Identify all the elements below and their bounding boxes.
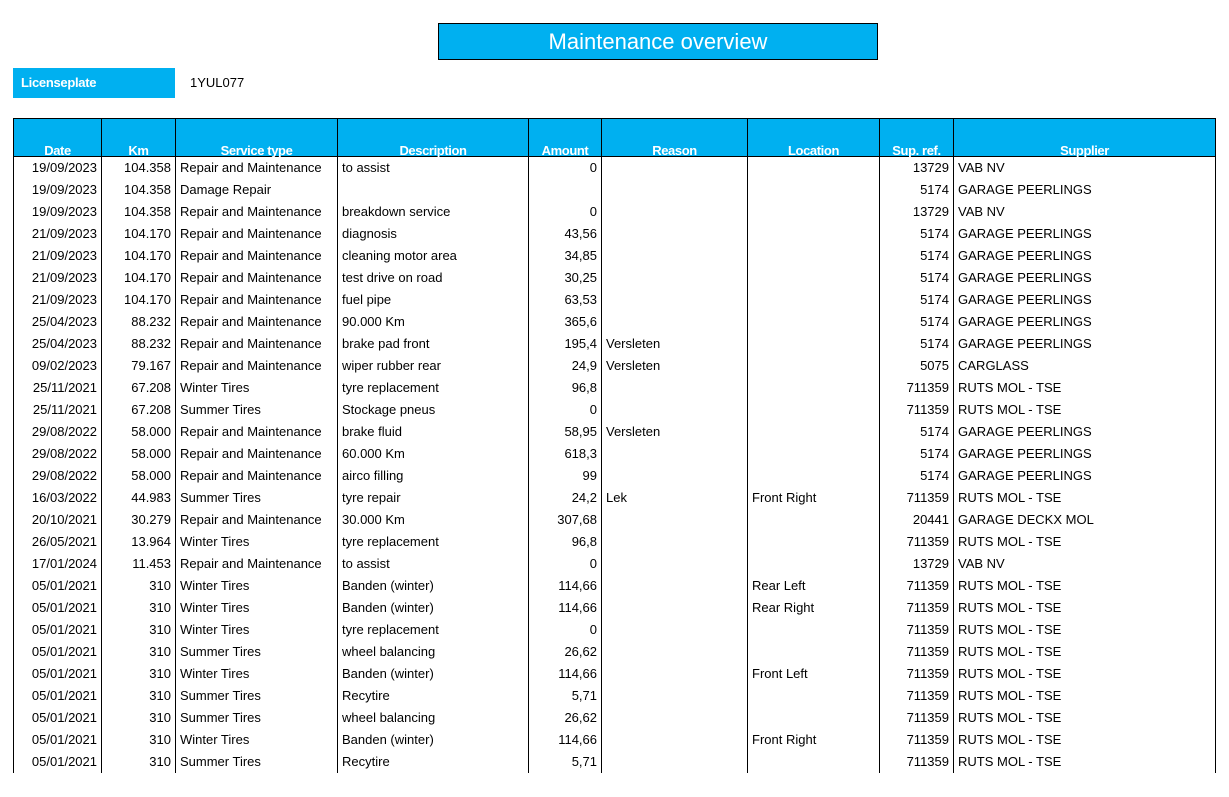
sup-ref-cell: 5174 <box>880 289 954 311</box>
service-type-cell: Repair and Maintenance <box>176 509 338 531</box>
service-type-cell: Summer Tires <box>176 641 338 663</box>
location-cell <box>748 355 880 377</box>
km-cell: 310 <box>102 729 176 751</box>
location-cell <box>748 443 880 465</box>
date-cell: 21/09/2023 <box>14 245 102 267</box>
date-cell: 21/09/2023 <box>14 267 102 289</box>
km-cell: 11.453 <box>102 553 176 575</box>
date-cell: 29/08/2022 <box>14 465 102 487</box>
column-header-supplier: Supplier <box>954 119 1216 157</box>
table-row <box>14 685 1216 707</box>
km-cell: 79.167 <box>102 355 176 377</box>
supplier-cell: RUTS MOL - TSE <box>954 619 1216 641</box>
location-cell <box>748 465 880 487</box>
supplier-cell: RUTS MOL - TSE <box>954 597 1216 619</box>
service-type-cell: Repair and Maintenance <box>176 157 338 180</box>
km-cell: 58.000 <box>102 443 176 465</box>
sup-ref-cell: 711359 <box>880 399 954 421</box>
table-row <box>14 553 1216 575</box>
table-row <box>14 289 1216 311</box>
description-cell: Banden (winter) <box>338 663 529 685</box>
amount-cell: 307,68 <box>529 509 602 531</box>
supplier-cell: VAB NV <box>954 553 1216 575</box>
sup-ref-cell: 711359 <box>880 729 954 751</box>
amount-cell: 63,53 <box>529 289 602 311</box>
amount-cell: 114,66 <box>529 575 602 597</box>
description-cell: tyre replacement <box>338 531 529 553</box>
table-row <box>14 509 1216 531</box>
table-row <box>14 751 1216 773</box>
location-cell <box>748 421 880 443</box>
reason-cell <box>602 641 748 663</box>
date-cell: 05/01/2021 <box>14 641 102 663</box>
table-row <box>14 201 1216 223</box>
amount-cell: 5,71 <box>529 685 602 707</box>
service-type-cell: Repair and Maintenance <box>176 443 338 465</box>
location-cell <box>748 685 880 707</box>
description-cell: Stockage pneus <box>338 399 529 421</box>
service-type-cell: Damage Repair <box>176 179 338 201</box>
date-cell: 16/03/2022 <box>14 487 102 509</box>
reason-cell <box>602 289 748 311</box>
description-cell: Banden (winter) <box>338 575 529 597</box>
date-cell: 05/01/2021 <box>14 729 102 751</box>
table-row <box>14 377 1216 399</box>
column-header-sup-ref: Sup. ref. <box>880 119 954 157</box>
service-type-cell: Winter Tires <box>176 377 338 399</box>
date-cell: 20/10/2021 <box>14 509 102 531</box>
km-cell: 30.279 <box>102 509 176 531</box>
column-header-km: Km <box>102 119 176 157</box>
supplier-cell: RUTS MOL - TSE <box>954 707 1216 729</box>
sup-ref-cell: 5174 <box>880 465 954 487</box>
page-title: Maintenance overview <box>438 23 878 60</box>
service-type-cell: Repair and Maintenance <box>176 311 338 333</box>
reason-cell <box>602 685 748 707</box>
date-cell: 26/05/2021 <box>14 531 102 553</box>
table-row <box>14 707 1216 729</box>
description-cell: test drive on road <box>338 267 529 289</box>
location-cell: Rear Right <box>748 597 880 619</box>
supplier-cell: GARAGE PEERLINGS <box>954 333 1216 355</box>
service-type-cell: Winter Tires <box>176 729 338 751</box>
reason-cell <box>602 245 748 267</box>
table-row <box>14 179 1216 201</box>
service-type-cell: Winter Tires <box>176 597 338 619</box>
license-plate-label: Licenseplate <box>13 68 175 98</box>
sup-ref-cell: 5174 <box>880 245 954 267</box>
sup-ref-cell: 711359 <box>880 685 954 707</box>
supplier-cell: GARAGE PEERLINGS <box>954 421 1216 443</box>
description-cell: tyre replacement <box>338 619 529 641</box>
description-cell: wiper rubber rear <box>338 355 529 377</box>
sup-ref-cell: 13729 <box>880 157 954 180</box>
reason-cell <box>602 597 748 619</box>
location-cell: Rear Left <box>748 575 880 597</box>
service-type-cell: Summer Tires <box>176 707 338 729</box>
reason-cell: Versleten <box>602 355 748 377</box>
supplier-cell: RUTS MOL - TSE <box>954 641 1216 663</box>
supplier-cell: RUTS MOL - TSE <box>954 575 1216 597</box>
location-cell <box>748 245 880 267</box>
amount-cell: 0 <box>529 553 602 575</box>
table-row <box>14 465 1216 487</box>
amount-cell <box>529 179 602 201</box>
reason-cell <box>602 443 748 465</box>
service-type-cell: Repair and Maintenance <box>176 245 338 267</box>
service-type-cell: Repair and Maintenance <box>176 201 338 223</box>
amount-cell: 114,66 <box>529 663 602 685</box>
date-cell: 05/01/2021 <box>14 707 102 729</box>
location-cell <box>748 311 880 333</box>
table-row <box>14 311 1216 333</box>
description-cell: breakdown service <box>338 201 529 223</box>
date-cell: 05/01/2021 <box>14 575 102 597</box>
km-cell: 310 <box>102 619 176 641</box>
amount-cell: 96,8 <box>529 531 602 553</box>
column-header-date: Date <box>14 119 102 157</box>
date-cell: 19/09/2023 <box>14 157 102 180</box>
table-row <box>14 663 1216 685</box>
sup-ref-cell: 5075 <box>880 355 954 377</box>
date-cell: 29/08/2022 <box>14 443 102 465</box>
sup-ref-cell: 711359 <box>880 619 954 641</box>
supplier-cell: GARAGE PEERLINGS <box>954 223 1216 245</box>
km-cell: 67.208 <box>102 377 176 399</box>
description-cell: cleaning motor area <box>338 245 529 267</box>
supplier-cell: GARAGE PEERLINGS <box>954 289 1216 311</box>
reason-cell <box>602 553 748 575</box>
reason-cell <box>602 377 748 399</box>
location-cell <box>748 201 880 223</box>
reason-cell <box>602 201 748 223</box>
date-cell: 25/11/2021 <box>14 399 102 421</box>
sup-ref-cell: 5174 <box>880 443 954 465</box>
location-cell <box>748 179 880 201</box>
service-type-cell: Summer Tires <box>176 487 338 509</box>
amount-cell: 0 <box>529 201 602 223</box>
service-type-cell: Repair and Maintenance <box>176 289 338 311</box>
service-type-cell: Winter Tires <box>176 531 338 553</box>
amount-cell: 43,56 <box>529 223 602 245</box>
table-row <box>14 421 1216 443</box>
service-type-cell: Repair and Maintenance <box>176 553 338 575</box>
date-cell: 17/01/2024 <box>14 553 102 575</box>
date-cell: 05/01/2021 <box>14 685 102 707</box>
sup-ref-cell: 711359 <box>880 487 954 509</box>
reason-cell <box>602 465 748 487</box>
location-cell: Front Right <box>748 487 880 509</box>
sup-ref-cell: 711359 <box>880 663 954 685</box>
reason-cell <box>602 663 748 685</box>
amount-cell: 24,9 <box>529 355 602 377</box>
supplier-cell: RUTS MOL - TSE <box>954 685 1216 707</box>
supplier-cell: GARAGE PEERLINGS <box>954 267 1216 289</box>
table-row <box>14 399 1216 421</box>
table-row <box>14 597 1216 619</box>
location-cell: Front Right <box>748 729 880 751</box>
reason-cell: Versleten <box>602 333 748 355</box>
service-type-cell: Repair and Maintenance <box>176 421 338 443</box>
amount-cell: 114,66 <box>529 597 602 619</box>
date-cell: 29/08/2022 <box>14 421 102 443</box>
description-cell: tyre replacement <box>338 377 529 399</box>
amount-cell: 96,8 <box>529 377 602 399</box>
sup-ref-cell: 5174 <box>880 421 954 443</box>
supplier-cell: RUTS MOL - TSE <box>954 487 1216 509</box>
license-plate-value: 1YUL077 <box>190 75 245 90</box>
supplier-cell: CARGLASS <box>954 355 1216 377</box>
supplier-cell: RUTS MOL - TSE <box>954 663 1216 685</box>
date-cell: 05/01/2021 <box>14 663 102 685</box>
date-cell: 19/09/2023 <box>14 201 102 223</box>
service-type-cell: Winter Tires <box>176 619 338 641</box>
amount-cell: 34,85 <box>529 245 602 267</box>
reason-cell <box>602 311 748 333</box>
description-cell: Banden (winter) <box>338 597 529 619</box>
date-cell: 21/09/2023 <box>14 289 102 311</box>
amount-cell: 0 <box>529 399 602 421</box>
description-cell: 90.000 Km <box>338 311 529 333</box>
date-cell: 09/02/2023 <box>14 355 102 377</box>
column-header-amount: Amount <box>529 119 602 157</box>
km-cell: 104.358 <box>102 179 176 201</box>
amount-cell: 618,3 <box>529 443 602 465</box>
service-type-cell: Repair and Maintenance <box>176 333 338 355</box>
table-row <box>14 245 1216 267</box>
supplier-cell: GARAGE PEERLINGS <box>954 245 1216 267</box>
description-cell: Recytire <box>338 751 529 773</box>
description-cell: airco filling <box>338 465 529 487</box>
amount-cell: 58,95 <box>529 421 602 443</box>
km-cell: 104.170 <box>102 223 176 245</box>
sup-ref-cell: 20441 <box>880 509 954 531</box>
date-cell: 05/01/2021 <box>14 597 102 619</box>
reason-cell <box>602 619 748 641</box>
km-cell: 13.964 <box>102 531 176 553</box>
location-cell <box>748 641 880 663</box>
supplier-cell: GARAGE PEERLINGS <box>954 465 1216 487</box>
amount-cell: 0 <box>529 619 602 641</box>
sup-ref-cell: 5174 <box>880 179 954 201</box>
column-header-location: Location <box>748 119 880 157</box>
reason-cell <box>602 751 748 773</box>
supplier-cell: RUTS MOL - TSE <box>954 729 1216 751</box>
supplier-cell: RUTS MOL - TSE <box>954 377 1216 399</box>
km-cell: 104.358 <box>102 201 176 223</box>
km-cell: 104.170 <box>102 245 176 267</box>
sup-ref-cell: 13729 <box>880 553 954 575</box>
service-type-cell: Winter Tires <box>176 663 338 685</box>
sup-ref-cell: 5174 <box>880 223 954 245</box>
table-row <box>14 729 1216 751</box>
sup-ref-cell: 711359 <box>880 377 954 399</box>
service-type-cell: Winter Tires <box>176 575 338 597</box>
description-cell: diagnosis <box>338 223 529 245</box>
km-cell: 67.208 <box>102 399 176 421</box>
service-type-cell: Repair and Maintenance <box>176 223 338 245</box>
supplier-cell: GARAGE PEERLINGS <box>954 311 1216 333</box>
description-cell: to assist <box>338 553 529 575</box>
km-cell: 310 <box>102 597 176 619</box>
km-cell: 88.232 <box>102 333 176 355</box>
sup-ref-cell: 711359 <box>880 641 954 663</box>
table-row <box>14 575 1216 597</box>
date-cell: 21/09/2023 <box>14 223 102 245</box>
service-type-cell: Summer Tires <box>176 751 338 773</box>
table-header-row <box>14 119 1216 157</box>
sup-ref-cell: 5174 <box>880 267 954 289</box>
sup-ref-cell: 711359 <box>880 751 954 773</box>
supplier-cell: RUTS MOL - TSE <box>954 751 1216 773</box>
location-cell <box>748 399 880 421</box>
km-cell: 44.983 <box>102 487 176 509</box>
location-cell <box>748 267 880 289</box>
location-cell <box>748 157 880 180</box>
table-row <box>14 355 1216 377</box>
amount-cell: 0 <box>529 157 602 180</box>
table-row <box>14 157 1216 180</box>
description-cell: brake pad front <box>338 333 529 355</box>
location-cell <box>748 553 880 575</box>
location-cell <box>748 223 880 245</box>
amount-cell: 114,66 <box>529 729 602 751</box>
reason-cell: Versleten <box>602 421 748 443</box>
location-cell <box>748 289 880 311</box>
sup-ref-cell: 13729 <box>880 201 954 223</box>
amount-cell: 99 <box>529 465 602 487</box>
table-row <box>14 619 1216 641</box>
description-cell: 30.000 Km <box>338 509 529 531</box>
date-cell: 05/01/2021 <box>14 619 102 641</box>
sup-ref-cell: 711359 <box>880 531 954 553</box>
sup-ref-cell: 711359 <box>880 575 954 597</box>
table-row <box>14 223 1216 245</box>
supplier-cell: RUTS MOL - TSE <box>954 531 1216 553</box>
table-body <box>14 157 1216 774</box>
amount-cell: 30,25 <box>529 267 602 289</box>
description-cell: 60.000 Km <box>338 443 529 465</box>
table-row <box>14 641 1216 663</box>
location-cell <box>748 751 880 773</box>
table-row <box>14 531 1216 553</box>
description-cell: wheel balancing <box>338 641 529 663</box>
reason-cell <box>602 509 748 531</box>
km-cell: 58.000 <box>102 421 176 443</box>
reason-cell <box>602 267 748 289</box>
amount-cell: 24,2 <box>529 487 602 509</box>
reason-cell: Lek <box>602 487 748 509</box>
reason-cell <box>602 157 748 180</box>
location-cell <box>748 377 880 399</box>
description-cell: tyre repair <box>338 487 529 509</box>
service-type-cell: Repair and Maintenance <box>176 267 338 289</box>
km-cell: 310 <box>102 575 176 597</box>
maintenance-table <box>13 118 1216 773</box>
service-type-cell: Repair and Maintenance <box>176 355 338 377</box>
table-row <box>14 333 1216 355</box>
km-cell: 58.000 <box>102 465 176 487</box>
service-type-cell: Summer Tires <box>176 685 338 707</box>
km-cell: 310 <box>102 685 176 707</box>
km-cell: 310 <box>102 641 176 663</box>
location-cell <box>748 333 880 355</box>
table-row <box>14 267 1216 289</box>
km-cell: 88.232 <box>102 311 176 333</box>
reason-cell <box>602 707 748 729</box>
reason-cell <box>602 531 748 553</box>
location-cell: Front Left <box>748 663 880 685</box>
description-cell: wheel balancing <box>338 707 529 729</box>
date-cell: 25/04/2023 <box>14 311 102 333</box>
supplier-cell: GARAGE DECKX MOL <box>954 509 1216 531</box>
amount-cell: 5,71 <box>529 751 602 773</box>
km-cell: 104.170 <box>102 289 176 311</box>
table-row <box>14 443 1216 465</box>
km-cell: 104.358 <box>102 157 176 180</box>
description-cell: fuel pipe <box>338 289 529 311</box>
table-row <box>14 487 1216 509</box>
location-cell <box>748 707 880 729</box>
column-header-service-type: Service type <box>176 119 338 157</box>
reason-cell <box>602 179 748 201</box>
supplier-cell: GARAGE PEERLINGS <box>954 179 1216 201</box>
sup-ref-cell: 5174 <box>880 333 954 355</box>
location-cell <box>748 531 880 553</box>
amount-cell: 195,4 <box>529 333 602 355</box>
supplier-cell: RUTS MOL - TSE <box>954 399 1216 421</box>
date-cell: 19/09/2023 <box>14 179 102 201</box>
sup-ref-cell: 711359 <box>880 707 954 729</box>
date-cell: 25/11/2021 <box>14 377 102 399</box>
description-cell: to assist <box>338 157 529 180</box>
service-type-cell: Repair and Maintenance <box>176 465 338 487</box>
column-header-description: Description <box>338 119 529 157</box>
reason-cell <box>602 223 748 245</box>
supplier-cell: VAB NV <box>954 157 1216 180</box>
km-cell: 310 <box>102 751 176 773</box>
km-cell: 104.170 <box>102 267 176 289</box>
description-cell: brake fluid <box>338 421 529 443</box>
reason-cell <box>602 575 748 597</box>
sup-ref-cell: 711359 <box>880 597 954 619</box>
amount-cell: 26,62 <box>529 641 602 663</box>
km-cell: 310 <box>102 707 176 729</box>
reason-cell <box>602 399 748 421</box>
sup-ref-cell: 5174 <box>880 311 954 333</box>
date-cell: 25/04/2023 <box>14 333 102 355</box>
description-cell <box>338 179 529 201</box>
location-cell <box>748 619 880 641</box>
km-cell: 310 <box>102 663 176 685</box>
description-cell: Recytire <box>338 685 529 707</box>
supplier-cell: GARAGE PEERLINGS <box>954 443 1216 465</box>
amount-cell: 26,62 <box>529 707 602 729</box>
supplier-cell: VAB NV <box>954 201 1216 223</box>
description-cell: Banden (winter) <box>338 729 529 751</box>
reason-cell <box>602 729 748 751</box>
amount-cell: 365,6 <box>529 311 602 333</box>
service-type-cell: Summer Tires <box>176 399 338 421</box>
location-cell <box>748 509 880 531</box>
date-cell: 05/01/2021 <box>14 751 102 773</box>
column-header-reason: Reason <box>602 119 748 157</box>
